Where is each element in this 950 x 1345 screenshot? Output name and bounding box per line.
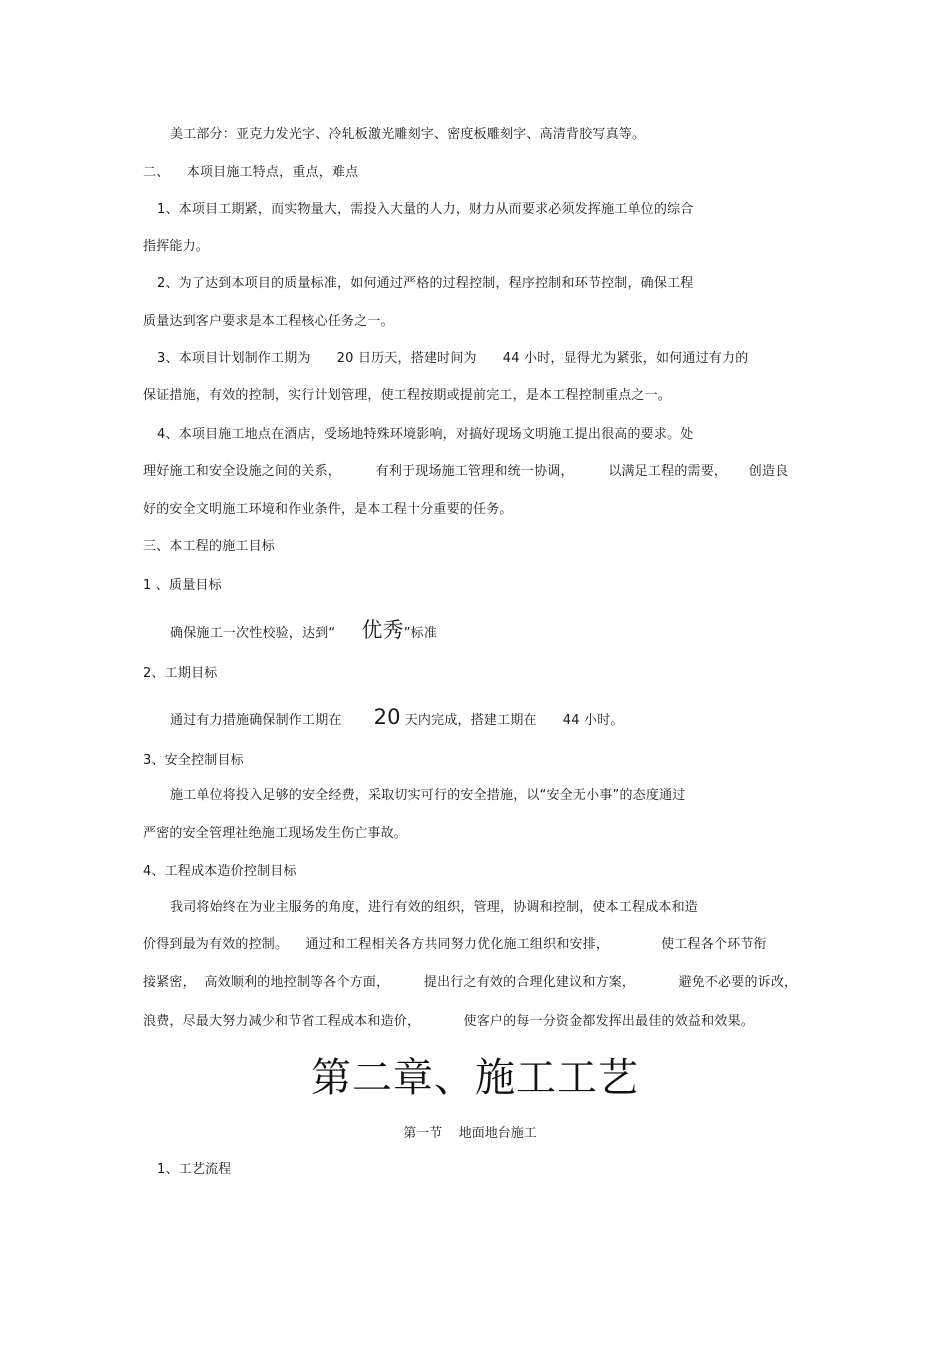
quality-emphasis: 优秀	[361, 618, 404, 642]
heading-safety-goal: 3、安全控制目标	[143, 753, 244, 768]
schedule-text-after: 天内完成，搭建工期在 44 小时。	[404, 713, 624, 728]
heading-construction-goals: 三、本工程的施工目标	[143, 539, 276, 554]
paragraph-schedule-goal	[170, 705, 624, 730]
paragraph-point-3-line-2: 保证措施，有效的控制，实行计划管理，使工程按期或提前完工，是本工程控制重点之一。	[143, 388, 672, 403]
paragraph-cost-line-2: 价得到最为有效的控制。 通过和工程相关各方共同努力优化施工组织和安排， 使工程各个环节衔	[143, 937, 767, 952]
paragraph-point-2-line-1: 2、为了达到本项目的质量标准，如何通过严格的过程控制，程序控制和环节控制，确保工程	[157, 276, 694, 291]
heading-project-features: 二、 本项目施工特点，重点，难点	[143, 165, 359, 180]
section-title: 第一节 地面地台施工	[403, 1126, 537, 1141]
heading-cost-goal: 4、工程成本造价控制目标	[143, 864, 297, 879]
paragraph-point-2-line-2: 质量达到客户要求是本工程核心任务之一。	[143, 314, 394, 329]
heading-schedule-goal: 2、工期目标	[143, 666, 218, 681]
heading-quality-goal: 1 、质量目标	[143, 578, 222, 593]
chapter-title: 第二章、施工工艺	[311, 1055, 639, 1101]
quality-text-after: ”标准	[403, 626, 438, 641]
paragraph-point-1-line-1: 1、本项目工期紧，而实物量大，需投入大量的人力，财力从而要求必须发挥施工单位的综合	[157, 202, 694, 217]
paragraph-point-1-line-2: 指挥能力。	[143, 239, 210, 254]
paragraph-point-3-line-1: 3、本项目计划制作工期为 20 日历天，搭建时间为 44 小时，显得尤为紧张，如何通过有力的	[157, 351, 749, 366]
paragraph-point-4-line-3: 好的安全文明施工环境和作业条件，是本工程十分重要的任务。	[143, 502, 513, 517]
paragraph-quality-goal	[170, 618, 438, 643]
heading-process-flow: 1、工艺流程	[157, 1162, 232, 1177]
quality-text-before: 确保施工一次性校验，达到“	[170, 626, 336, 641]
paragraph-cost-line-3: 接紧密， 高效顺利的地控制等各个方面， 提出行之有效的合理化建议和方案， 避免不必要的诉改，	[143, 975, 798, 990]
paragraph-safety-line-2: 严密的安全管理社绝施工现场发生伤亡事故。	[143, 826, 408, 841]
paragraph-cost-line-4: 浪费，尽最大努力减少和节省工程成本和造价， 使客户的每一分资金都发挥出最佳的效益和效果。	[143, 1014, 754, 1029]
paragraph-art-department: 美工部分：亚克力发光字、冷轧板激光雕刻字、密度板雕刻字、高清背胶写真等。	[170, 127, 646, 142]
paragraph-safety-line-1: 施工单位将投入足够的安全经费，采取切实可行的安全措施，以“安全无小事”的态度通过	[170, 788, 686, 803]
paragraph-cost-line-1: 我司将始终在为业主服务的角度，进行有效的组织，管理，协调和控制，使本工程成本和造	[170, 900, 699, 915]
paragraph-point-4-line-2: 理好施工和安全设施之间的关系， 有利于现场施工管理和统一协调， 以满足工程的需要， 创造良	[143, 464, 789, 479]
schedule-text-before: 通过有力措施确保制作工期在	[170, 713, 342, 728]
schedule-emphasis: 20	[373, 705, 401, 729]
paragraph-point-4-line-1: 4、本项目施工地点在酒店，受场地特殊环境影响，对搞好现场文明施工提出很高的要求。处	[157, 427, 694, 442]
